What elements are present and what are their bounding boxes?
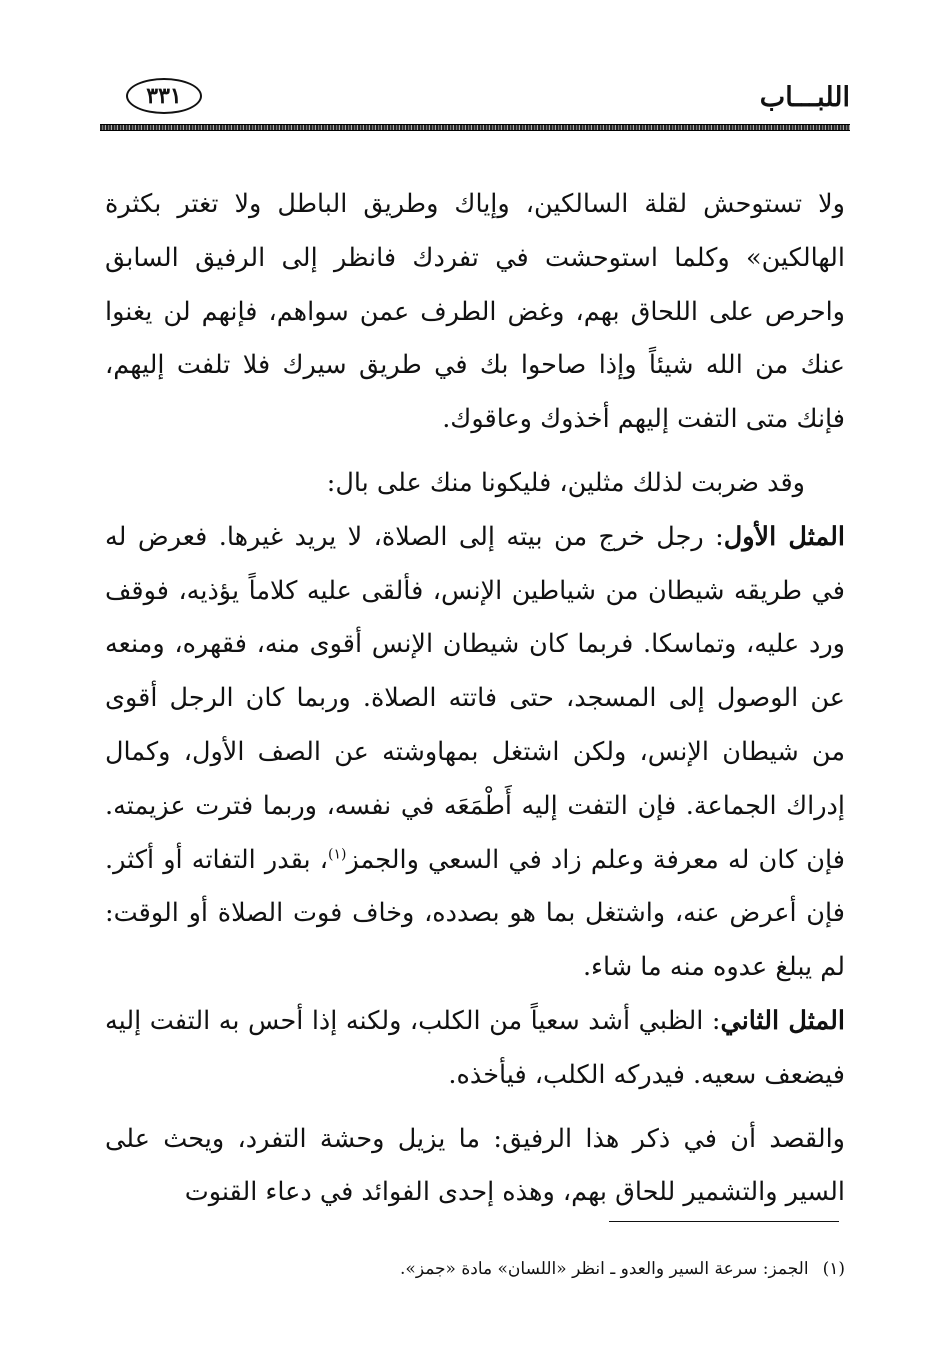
parable-heading: المثل الثاني bbox=[720, 1005, 845, 1036]
header-decorative-rule bbox=[100, 124, 850, 131]
paragraph-conclusion bbox=[105, 1113, 845, 1221]
paragraph-second-parable bbox=[105, 995, 845, 1103]
paragraph-text: : الظبي أشد سعياً من الكلب، ولكنه إذا أحس به التفت إليه فيضعف سعيه. فيدركه الكلب، فيأخذه. bbox=[105, 1005, 845, 1090]
footnote-text: الجمز: سرعة السير والعدو ـ انظر «اللسان» مادة «جمز». bbox=[400, 1259, 809, 1279]
paragraph-text: والقصد أن في ذكر هذا الرفيق: ما يزيل وحشة التفرد، ويحث على السير والتشمير للحاق بهم، وهذه إحدى الفوائد في دعاء القنوت bbox=[105, 1123, 845, 1208]
paragraph-intro bbox=[105, 178, 845, 447]
footnote bbox=[145, 1256, 845, 1282]
page-header bbox=[100, 68, 850, 130]
footnote-number: (١) bbox=[822, 1259, 845, 1279]
page-number: ٣٣١ bbox=[146, 83, 182, 109]
parable-heading: المثل الأول bbox=[723, 521, 845, 552]
footnote-reference[interactable]: (١) bbox=[327, 846, 347, 863]
running-title: اللبـــاب bbox=[759, 82, 850, 113]
paragraph-text-continued: ، بقدر التفاته أو أكثر. فإن أعرض عنه، واشتغل بما هو بصدده، وخاف فوت الصلاة أو الوقت: لم يبلغ عدوه منه ما شاء. bbox=[105, 844, 845, 983]
paragraph-text: ولا تستوحش لقلة السالكين، وإياك وطريق الباطل ولا تغتر بكثرة الهالكين» وكلما استوحشت في تفردك فانظر إلى الرفيق السابق واحرص على اللحاق بهم، وغض الطرف عمن سواهم، فإنهم لن يغنوا عنك من الله شيئاً وإذا صاحوا بك في طريق سيرك فلا تلفت إليهم، فإنك متى التفت إليهم أخذوك وعاقوك. bbox=[105, 189, 845, 435]
paragraph-text: : رجل خرج من بيته إلى الصلاة، لا يريد غيرها. فعرض له في طريقه شيطان من شياطين الإنس، فألقى عليه كلاماً يؤذيه، فوقف ورد عليه، وتماسكا. فربما كان شيطان الإنس أقوى منه، فقهره، ومنعه عن الوصول إلى المسجد، حتى فاتته الصلاة. وربما كان الرجل أقوى من شيطان الإنس، ولكن اشتغل بمهاوشته عن الصف الأول، وكمال إدراك الجماعة. فإن التفت إليه أَطْمَعَه في نفسه، وربما فترت عزيمته. فإن كان له معرفة وعلم زاد في السعي والجمز bbox=[105, 521, 845, 875]
body-text bbox=[105, 178, 845, 1220]
paragraph-two-parables bbox=[105, 457, 845, 511]
paragraph-text: وقد ضربت لذلك مثلين، فليكونا منك على بال: bbox=[326, 467, 805, 498]
page-number-oval bbox=[126, 78, 202, 114]
paragraph-first-parable bbox=[105, 511, 845, 995]
footnote-separator bbox=[609, 1221, 839, 1222]
